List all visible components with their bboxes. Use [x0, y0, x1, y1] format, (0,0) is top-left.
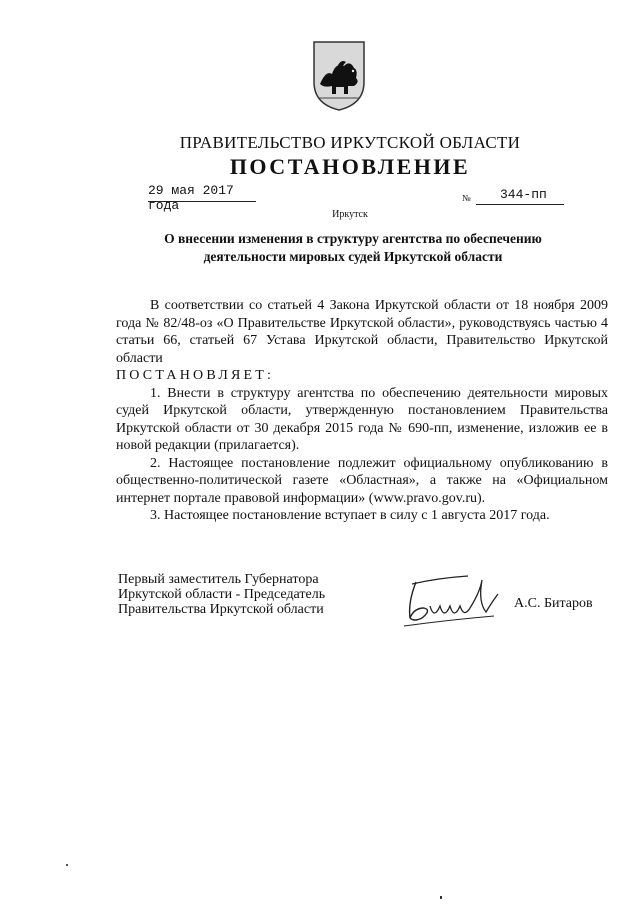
item-1-paragraph: 1. Внести в структуру агентства по обеспечению деятельности мировых судей Иркутской области, утвержденную постановлением Правительства Иркутской области от 30 декабря 2015 года № 690-пп, изменение, изложив ее в новой редакции (прилагается).	[116, 385, 608, 453]
irkutsk-coat-of-arms-icon	[312, 40, 366, 112]
subject-line-1: О внесении изменения в структуру агентства по обеспечению	[164, 231, 542, 246]
document-body	[116, 297, 608, 525]
position-line-3: Правительства Иркутской области	[118, 602, 324, 617]
document-date: 29 мая 2017 года	[148, 183, 234, 213]
signatory-position	[118, 572, 418, 617]
decree-word: ПОСТАНОВЛЯЕТ:	[116, 368, 275, 383]
document-type: ПОСТАНОВЛЕНИЕ	[229, 154, 471, 179]
date-underline	[148, 201, 256, 202]
intro-paragraph: В соответствии со статьей 4 Закона Иркутской области от 18 ноября 2009 года № 82/48-оз «О Правительстве Иркутской области», руководствуясь частью 4 статьи 66, статьей 67 Устава Иркутской области, Правительство Иркутской области	[116, 298, 608, 366]
government-name: ПРАВИТЕЛЬСТВО ИРКУТСКОЙ ОБЛАСТИ	[179, 133, 521, 152]
scan-speck	[440, 896, 442, 899]
position-line-1: Первый заместитель Губернатора	[118, 572, 319, 587]
position-line-2: Иркутской области - Председатель	[118, 587, 326, 602]
document-city: Иркутск	[332, 209, 368, 220]
subject-line-2: деятельности мировых судей Иркутской области	[203, 249, 503, 264]
number-underline	[476, 204, 564, 205]
document-number: 344-пп	[500, 187, 547, 202]
item-2-paragraph: 2. Настоящее постановление подлежит официальному опубликованию в общественно-политической газете «Областная», а также на «Официальном интернет портале правовой информации» (www.pravo.gov.ru).	[116, 455, 608, 506]
document-subject	[118, 230, 588, 266]
handwritten-signature	[398, 572, 510, 628]
signatory-name: А.С. Битаров	[514, 596, 593, 611]
number-sign: №	[462, 193, 471, 203]
item-3-paragraph: 3. Настоящее постановление вступает в силу с 1 августа 2017 года.	[150, 508, 550, 523]
scan-speck	[66, 864, 68, 866]
